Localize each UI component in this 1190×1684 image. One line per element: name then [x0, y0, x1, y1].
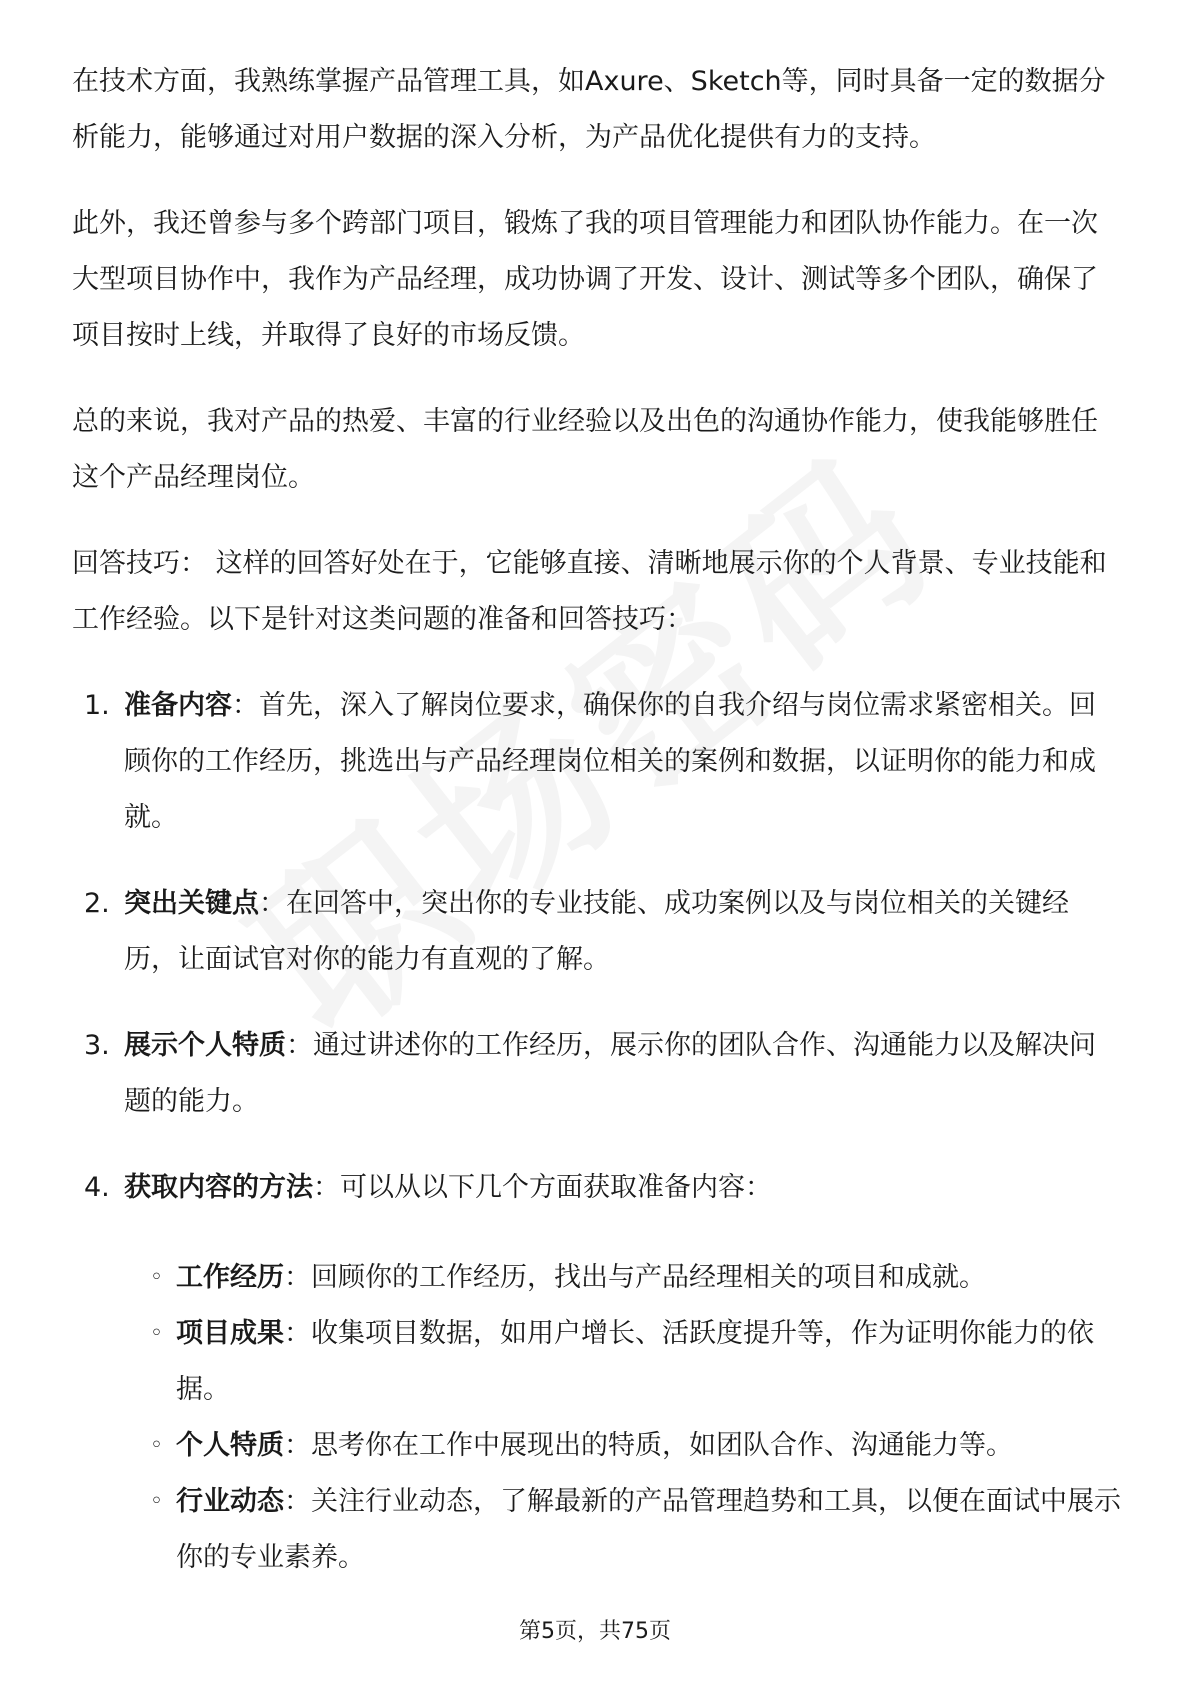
sub-item-separator: ：	[284, 1262, 311, 1293]
paragraph-cross-team: 此外，我还曾参与多个跨部门项目，锻炼了我的项目管理能力和团队协作能力。在一次大型项目协作中，我作为产品经理，成功协调了开发、设计、测试等多个团队，确保了项目按时上线，并取得了良好的市场反馈。	[72, 208, 1098, 351]
sub-item-separator: ：	[284, 1318, 311, 1349]
sub-item-text: 思考你在工作中展现出的特质，如团队合作、沟通能力等。	[311, 1430, 1013, 1461]
tip-item-2	[72, 876, 1122, 988]
tip-title: 突出关键点	[124, 888, 259, 919]
sub-item-separator: ：	[284, 1430, 311, 1461]
bullet-icon: ◦	[150, 1321, 163, 1346]
sub-item-separator: ：	[284, 1486, 311, 1517]
sub-item-personal-traits	[124, 1418, 1122, 1474]
tip-text: 在回答中，突出你的专业技能、成功案例以及与岗位相关的关键经历，让面试官对你的能力有直观的了解。	[124, 888, 1069, 975]
tip-title: 获取内容的方法	[124, 1172, 313, 1203]
page-number: 第5页，共75页	[519, 1619, 671, 1644]
paragraph-summary: 总的来说，我对产品的热爱、丰富的行业经验以及出色的沟通协作能力，使我能够胜任这个产品经理岗位。	[72, 406, 1098, 493]
sub-item-title: 个人特质	[176, 1430, 284, 1461]
list-number: 3.	[84, 1030, 110, 1061]
tip-item-3	[72, 1018, 1122, 1130]
sub-item-work-history	[124, 1250, 1122, 1306]
tip-text: 首先，深入了解岗位要求，确保你的自我介绍与岗位需求紧密相关。回顾你的工作经历，挑选出与产品经理岗位相关的案例和数据，以证明你的能力和成就。	[124, 690, 1096, 833]
sub-item-text: 回顾你的工作经历，找出与产品经理相关的项目和成就。	[311, 1262, 986, 1293]
tip-title: 准备内容	[124, 690, 232, 721]
sub-item-text: 收集项目数据，如用户增长、活跃度提升等，作为证明你能力的依据。	[176, 1318, 1094, 1405]
tip-text: 通过讲述你的工作经历，展示你的团队合作、沟通能力以及解决问题的能力。	[124, 1030, 1096, 1117]
sub-item-title: 项目成果	[176, 1318, 284, 1349]
paragraph-tech-skills: 在技术方面，我熟练掌握产品管理工具，如Axure、Sketch等，同时具备一定的数据分析能力，能够通过对用户数据的深入分析，为产品优化提供有力的支持。	[72, 66, 1106, 153]
tip-separator: ：	[286, 1030, 313, 1061]
tip-separator: ：	[313, 1172, 340, 1203]
sub-item-title: 工作经历	[176, 1262, 284, 1293]
sub-item-text: 关注行业动态，了解最新的产品管理趋势和工具，以便在面试中展示你的专业素养。	[176, 1486, 1121, 1573]
paragraph-answer-tips: 回答技巧： 这样的回答好处在于，它能够直接、清晰地展示你的个人背景、专业技能和工作经验。以下是针对这类问题的准备和回答技巧：	[72, 548, 1107, 635]
sub-item-title: 行业动态	[176, 1486, 284, 1517]
bullet-icon: ◦	[150, 1433, 163, 1458]
list-number: 2.	[84, 888, 110, 919]
list-number: 4.	[84, 1172, 110, 1203]
bullet-icon: ◦	[150, 1489, 163, 1514]
sub-item-project-results	[124, 1306, 1122, 1418]
tips-list	[72, 678, 1122, 1586]
page-content	[72, 54, 1122, 1616]
tip-item-4	[72, 1160, 1122, 1586]
tip-title: 展示个人特质	[124, 1030, 286, 1061]
list-number: 1.	[84, 690, 110, 721]
tip-text: 可以从以下几个方面获取准备内容：	[340, 1172, 772, 1203]
bullet-icon: ◦	[150, 1265, 163, 1290]
tip-separator: ：	[259, 888, 286, 919]
sub-item-industry-trends	[124, 1474, 1122, 1586]
tip-separator: ：	[232, 690, 259, 721]
sub-list	[124, 1250, 1122, 1586]
tip-item-1	[72, 678, 1122, 846]
